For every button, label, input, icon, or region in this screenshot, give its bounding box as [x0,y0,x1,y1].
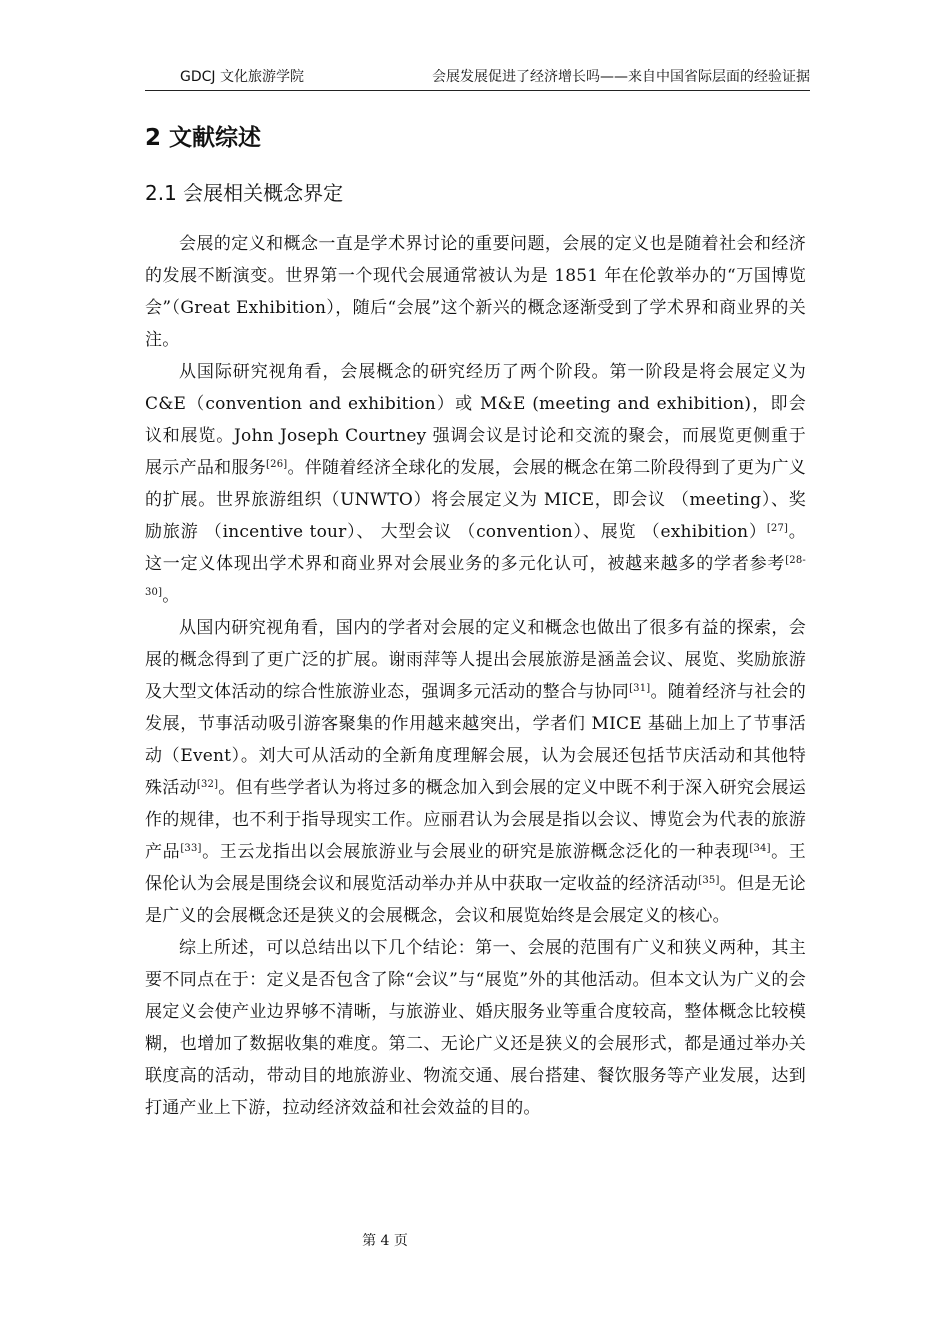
page-number: 第 4 页 [362,1233,408,1249]
citation-ref: [28-30] [145,555,806,598]
paragraph [145,932,806,1124]
header-institution: GDCJ 文化旅游学院 [180,69,304,85]
paragraph-text: 。但有些学者认为将过多的概念加入到会展的定义中既不利于深入研究会展运作的规律，也不利于指导现实工作。应丽君认为会展是指以会议、博览会为代表的旅游产品 [145,778,806,862]
section-heading: 2.1 会展相关概念界定 [145,181,344,205]
citation-ref: [26] [266,459,288,470]
header-thesis-title: 会展发展促进了经济增长吗——来自中国省际层面的经验证据 [432,69,810,85]
paragraph-text: 。随着经济与社会的发展，节事活动吸引游客聚集的作用越来越突出，学者们 MICE 基础上加上了节事活动（Event）。刘大可从活动的全新角度理解会展，认为会展还包括节庆活动和其他特殊活动 [145,682,806,798]
paragraph-text: 会展的定义和概念一直是学术界讨论的重要问题，会展的定义也是随着社会和经济的发展不断演变。世界第一个现代会展通常被认为是 1851 年在伦敦举办的“万国博览会”（Great Exhibition），随后“会展”这个新兴的概念逐渐受到了学术界和商业界的关注。 [145,234,806,350]
paragraph-text: 。但是无论是广义的会展概念还是狭义的会展概念，会议和展览始终是会展定义的核心。 [145,874,807,926]
paragraph-text: 综上所述，可以总结出以下几个结论：第一、会展的范围有广义和狭义两种，其主要不同点在于：定义是否包含了除“会议”与“展览”外的其他活动。但本文认为广义的会展定义会使产业边界够不清晰，与旅游业、婚庆服务业等重合度较高，整体概念比较模糊，也增加了数据收集的难度。第二、无论广义还是狭义的会展形式，都是通过举办关联度高的活动，带动目的地旅游业、物流交通、展台搭建、餐饮服务等产业发展，达到打通产业上下游，拉动经济效益和社会效益的目的。 [145,938,806,1118]
paragraph-text: 。王保伦认为会展是围绕会议和展览活动举办并从中获取一定收益的经济活动 [145,842,806,894]
paragraph [145,612,806,932]
citation-ref: [35] [698,875,720,886]
paragraph-text: 。这一定义体现出学术界和商业界对会展业务的多元化认可，被越来越多的学者参考 [145,522,806,574]
body-text [145,228,806,1124]
citation-ref: [32] [196,779,219,790]
citation-ref: [34] [749,843,771,854]
paragraph-text: 。 [162,586,180,606]
paragraph-text: 从国内研究视角看，国内的学者对会展的定义和概念也做出了很多有益的探索，会展的概念得到了更广泛的扩展。谢雨萍等人提出会展旅游是涵盖会议、展览、奖励旅游及大型文体活动的综合性旅游业态，强调多元活动的整合与协同 [145,618,806,702]
citation-ref: [31] [629,683,651,694]
paragraph-text: 从国际研究视角看，会展概念的研究经历了两个阶段。第一阶段是将会展定义为 C&E（convention and exhibition）或 M&E (meeting and exhibition)，即会议和展览。John Joseph Courtney 强调会议是讨论和交流的聚会，而展览更侧重于展示产品和服务 [145,362,806,478]
running-header [145,66,810,91]
citation-ref: [33] [180,843,202,854]
paragraph [145,228,806,356]
paragraph-text: 。王云龙指出以会展旅游业与会展业的研究是旅游概念泛化的一种表现 [201,842,750,862]
paragraph [145,356,806,612]
chapter-heading: 2 文献综述 [145,125,262,151]
citation-ref: [27] [766,523,789,534]
paragraph-text: 。伴随着经济全球化的发展，会展的概念在第二阶段得到了更为广义的扩展。世界旅游组织（UNWTO）将会展定义为 MICE，即会议 （meeting）、奖励旅游 （incentive tour）、 大型会议 （convention）、展览 （exhibition） [145,458,807,542]
